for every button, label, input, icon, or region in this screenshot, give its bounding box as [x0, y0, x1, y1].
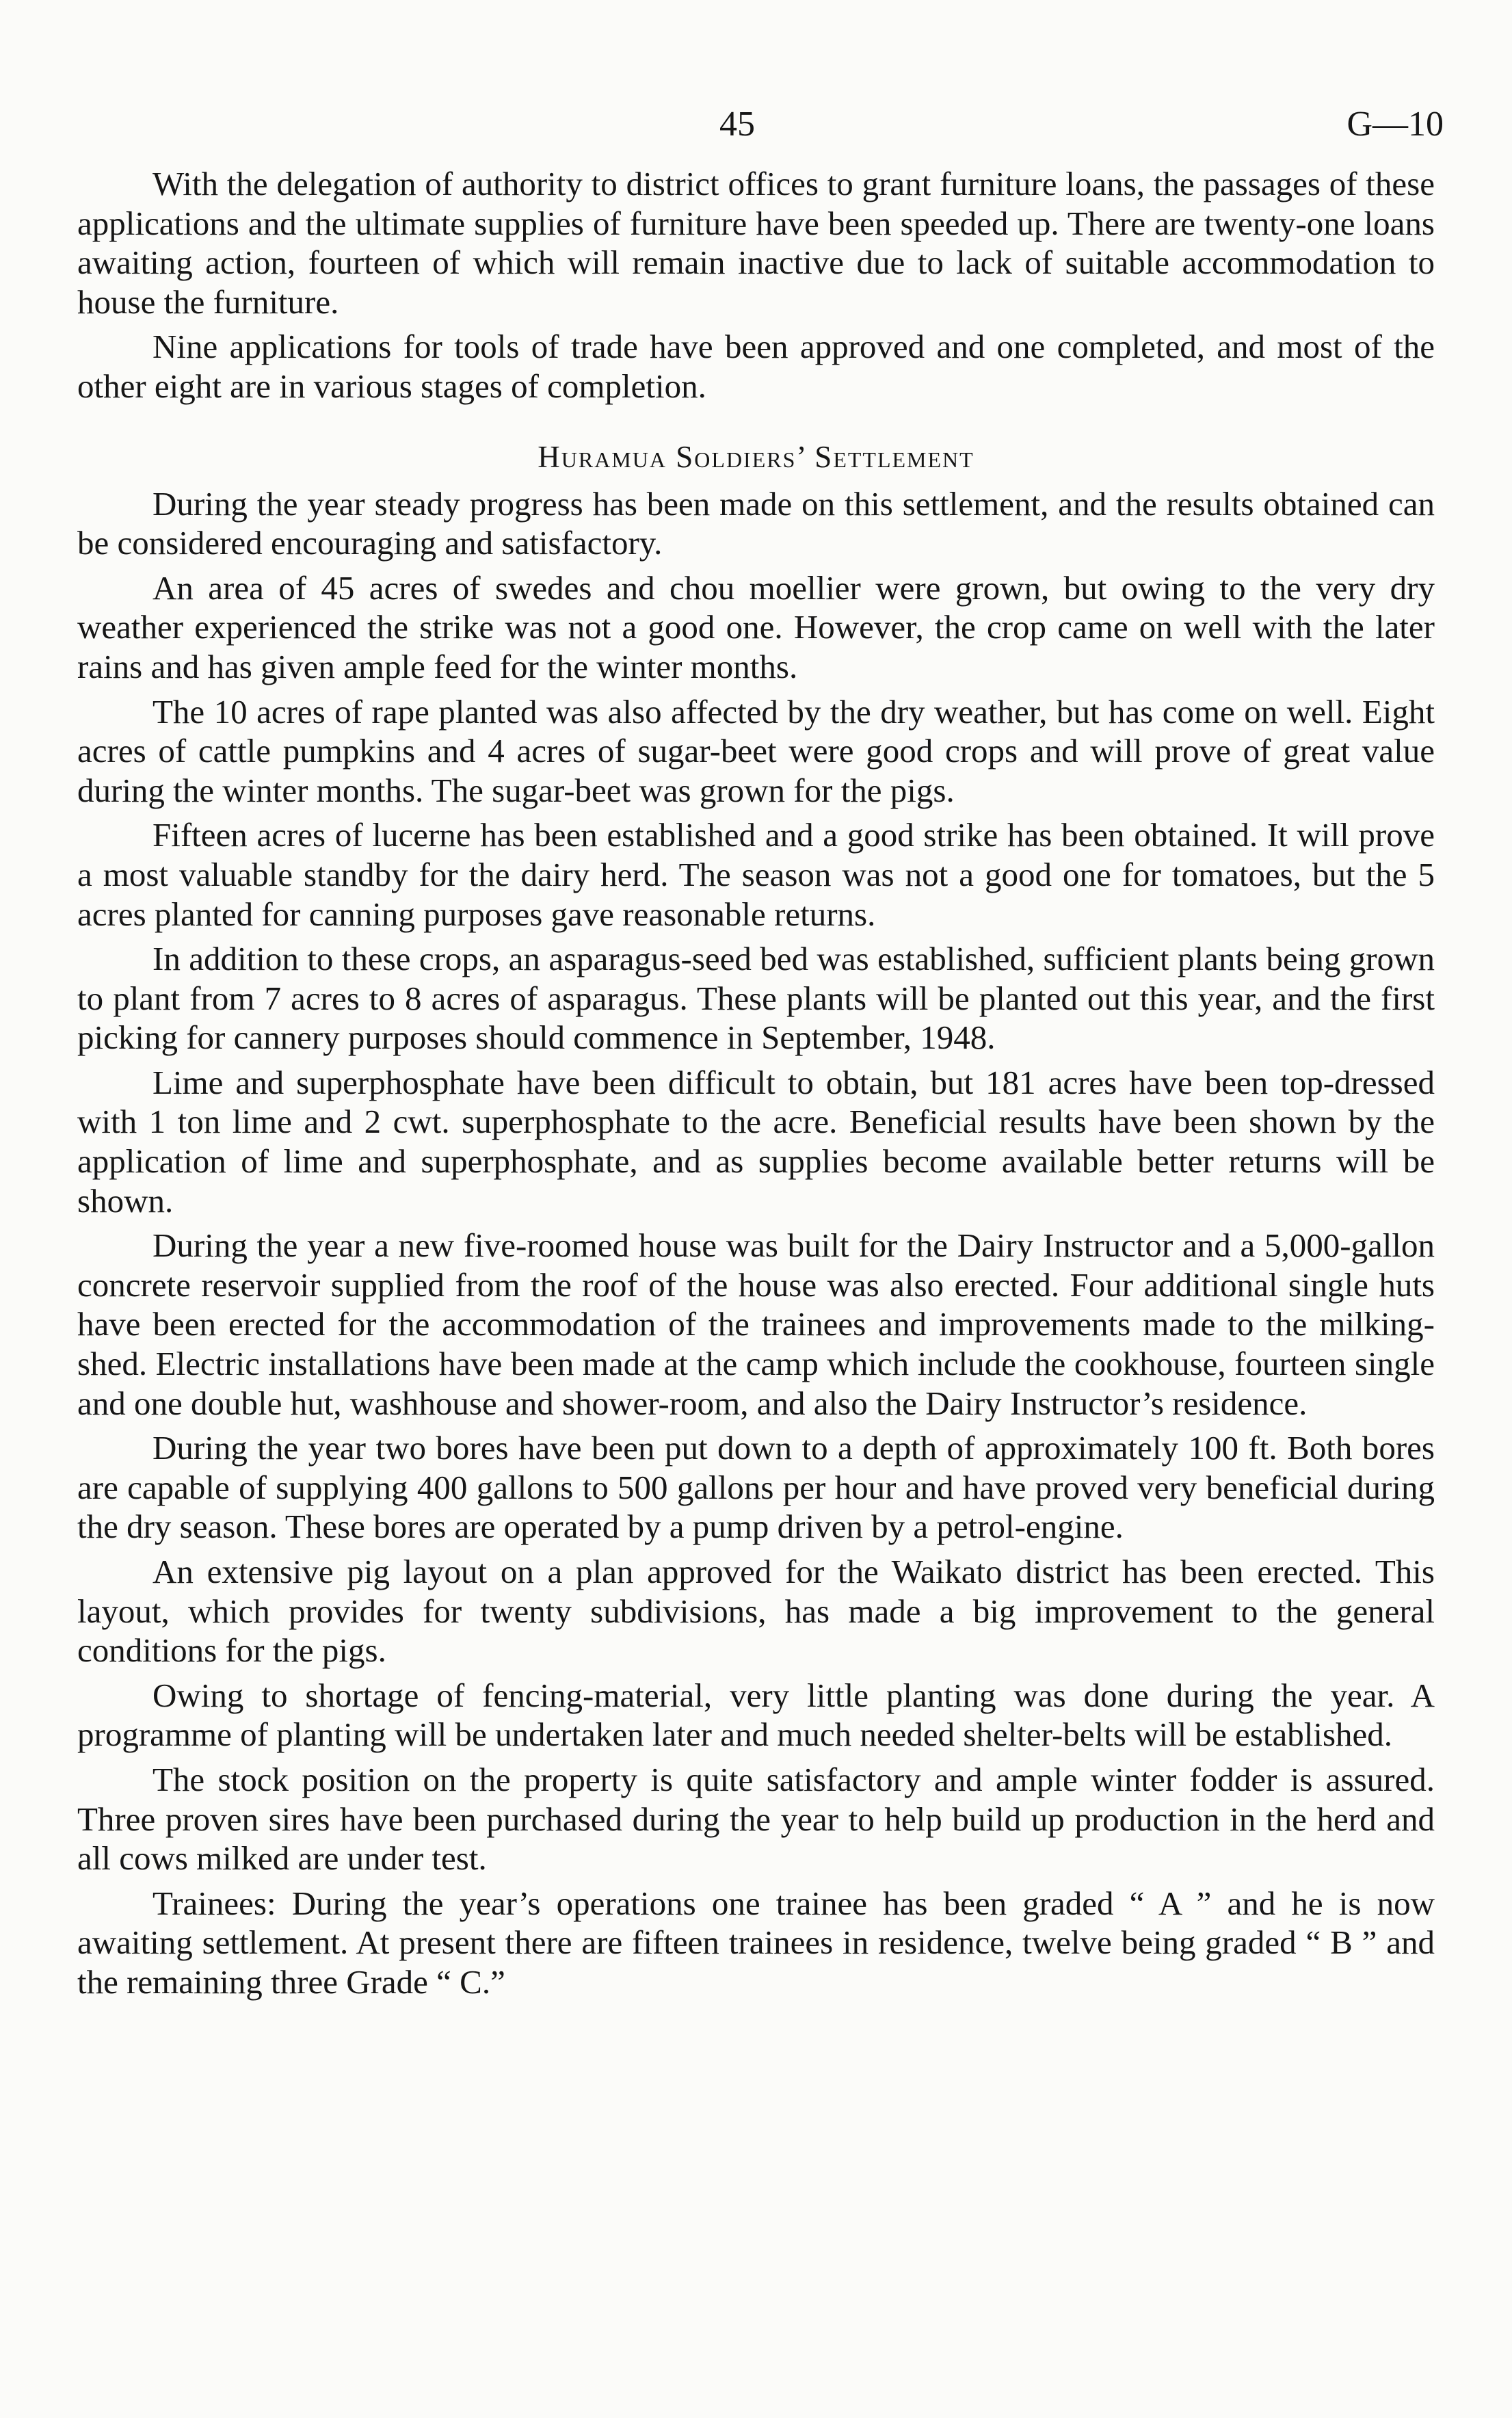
paragraph-planting: Owing to shortage of fencing-material, very little planting was done during the year. A programme of planting will be undertaken later and much needed shelter-belts will be established.: [77, 1676, 1435, 1754]
intro-paragraph-tools-of-trade: Nine applications for tools of trade have been approved and one completed, and most of the other eight are in various stages of completion.: [77, 328, 1435, 405]
paragraph-progress: During the year steady progress has been made on this settlement, and the results obtained can be considered encouraging and satisfactory.: [77, 484, 1435, 562]
paragraph-rape: The 10 acres of rape planted was also affected by the dry weather, but has come on well. Eight acres of cattle pumpkins and 4 acres of sugar-beet were good crops and will prove of great value during the winter months. The sugar-beet was grown for the pigs.: [77, 692, 1435, 809]
paragraph-asparagus: In addition to these crops, an asparagus-seed bed was established, sufficient plants being grown to plant from 7 acres to 8 acres of asparagus. These plants will be planted out this year, and the first picking for cannery purposes should commence in September, 1948.: [77, 940, 1435, 1057]
page-body: [77, 164, 1435, 2008]
section-heading: Huramua Soldiers’ Settlement: [538, 439, 974, 474]
paragraph-pig-layout: An extensive pig layout on a plan approved for the Waikato district has been erected. This layout, which provides for twenty subdivisions, has made a big improvement to the general conditions for the pigs.: [77, 1553, 1435, 1670]
paragraph-lucerne: Fifteen acres of lucerne has been established and a good strike has been obtained. It will prove a most valuable standby for the dairy herd. The season was not a good one for tomatoes, but the 5 acres planted for canning purposes gave reasonable returns.: [77, 816, 1435, 933]
paragraph-swedes: An area of 45 acres of swedes and chou moellier were grown, but owing to the very dry weather experienced the strike was not a good one. However, the crop came on well with the later rains and has given ample feed for the winter months.: [77, 568, 1435, 685]
page-number: 45: [719, 105, 755, 144]
paragraph-bores: During the year two bores have been put down to a depth of approximately 100 ft. Both bores are capable of supplying 400 gallons to 500 gallons per hour and have proved very beneficial during the dry season. These bores are operated by a pump driven by a petrol-engine.: [77, 1429, 1435, 1546]
paragraph-stock: The stock position on the property is quite satisfactory and ample winter fodder is assured. Three proven sires have been purchased during the year to help build up production in the herd and all cows milked are under test.: [77, 1760, 1435, 1878]
intro-paragraph-furniture-loans: With the delegation of authority to district offices to grant furniture loans, the passages of these applications and the ultimate supplies of furniture have been speeded up. There are twenty-one loans awaiting action, fourteen of which will remain inactive due to lack of suitable accommodation to house the furniture.: [77, 165, 1435, 321]
paragraph-trainees: Trainees: During the year’s operations one trainee has been graded “ A ” and he is now awaiting settlement. At present there are fifteen trainees in residence, twelve being graded “ B ” and the remaining three Grade “ C.”: [77, 1884, 1435, 2001]
document-reference: G—10: [1347, 105, 1444, 144]
paragraph-buildings: During the year a new five-roomed house was built for the Dairy Instructor and a 5,000-gallon concrete reservoir supplied from the roof of the house was also erected. Four additional single huts have been erected for the accommodation of the trainees and improvements made to the milking-shed. Electric installations have been made at the camp which include the cookhouse, fourteen single and one double hut, washhouse and shower-room, and also the Dairy Instructor’s residence.: [77, 1226, 1435, 1422]
paragraph-lime: Lime and superphosphate have been difficult to obtain, but 181 acres have been top-dressed with 1 ton lime and 2 cwt. superphosphate to the acre. Beneficial results have been shown by the application of lime and superphosphate, and as supplies become available better returns will be shown.: [77, 1063, 1435, 1220]
page-header: [0, 97, 1512, 152]
